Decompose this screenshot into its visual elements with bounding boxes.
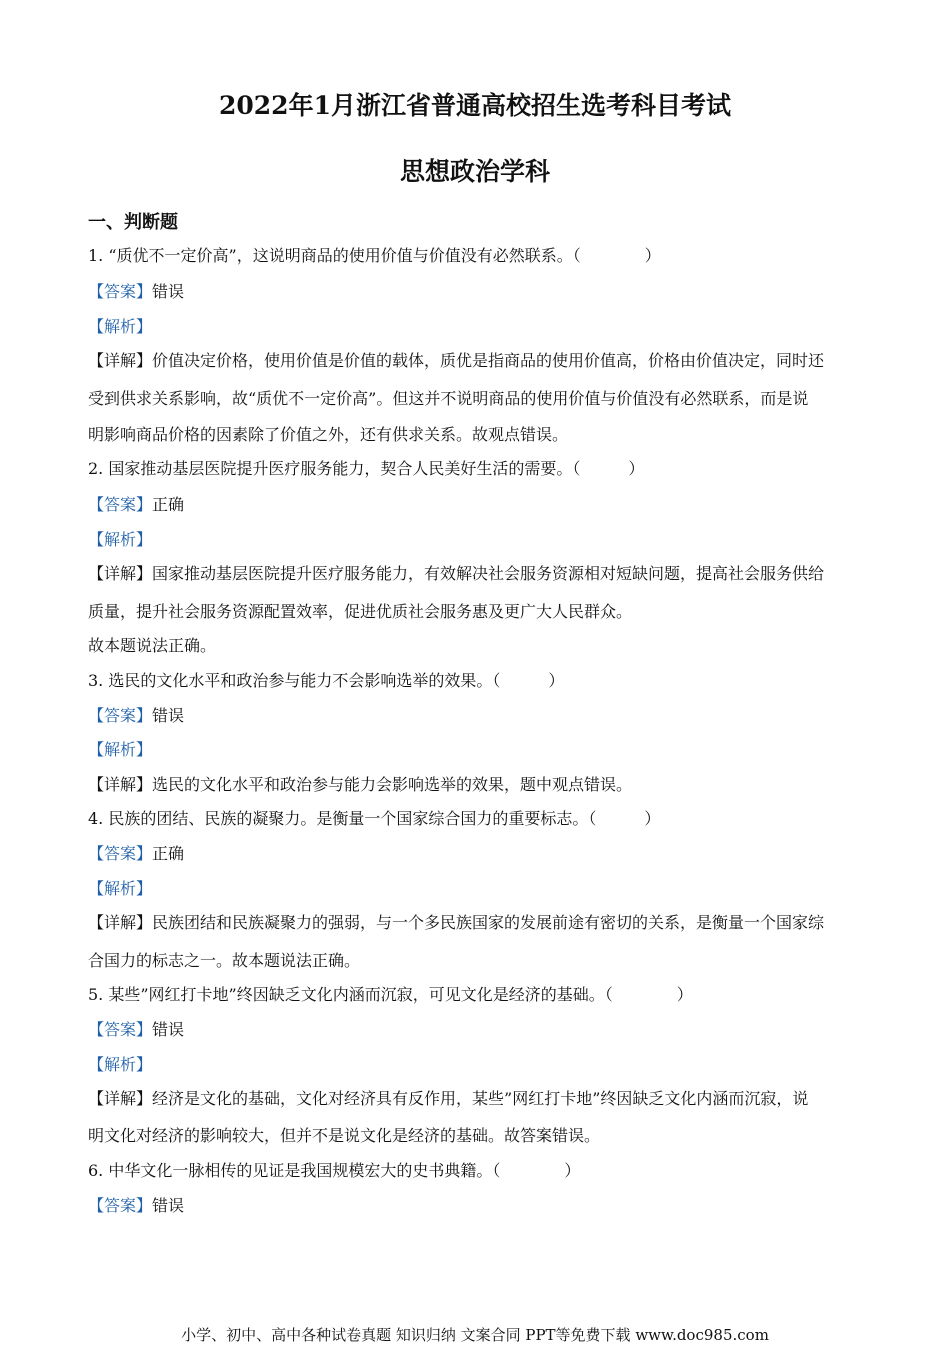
answer-label: 【答案】 (88, 495, 153, 514)
detail-1 (88, 350, 824, 372)
detail-text: 民族团结和民族凝聚力的强弱，与一个多民族国家的发展前途有密切的关系，是衡量一个国家综 (152, 913, 825, 932)
analysis-label: 【解析】 (88, 1055, 153, 1074)
answer-value: 错误 (152, 706, 185, 725)
detail-3 (88, 774, 632, 796)
detail-label: 【详解】 (88, 775, 153, 794)
answer-value: 错误 (152, 1020, 185, 1039)
analysis-1 (88, 316, 152, 338)
answer-2 (88, 494, 184, 516)
detail-text: 受到供求关系影响，故“质优不一定价高”。但这并不说明商品的使用价值与价值没有必然联系，而是说 (88, 389, 809, 408)
subject-title: 思想政治学科 (399, 157, 550, 186)
answer-label: 【答案】 (88, 282, 153, 301)
detail-text: 经济是文化的基础，文化对经济具有反作用，某些”网红打卡地”终因缺乏文化内涵而沉寂，说 (152, 1089, 809, 1108)
analysis-label: 【解析】 (88, 530, 153, 549)
question-3: 3. 选民的文化水平和政治参与能力不会影响选举的效果。（ ） (88, 671, 565, 690)
analysis-label: 【解析】 (88, 879, 153, 898)
question-4: 4. 民族的团结、民族的凝聚力。是衡量一个国家综合国力的重要标志。（ ） (88, 809, 661, 828)
analysis-4 (88, 878, 152, 900)
question-2: 2. 国家推动基层医院提升医疗服务能力，契合人民美好生活的需要。（ ） (88, 459, 645, 478)
analysis-3 (88, 739, 152, 761)
answer-label: 【答案】 (88, 1020, 153, 1039)
section-heading: 一、判断题 (88, 212, 178, 233)
exam-title: 2022年1月浙江省普通高校招生选考科目考试 (219, 91, 731, 120)
detail-5 (88, 1088, 808, 1110)
detail-text: 选民的文化水平和政治参与能力会影响选举的效果，题中观点错误。 (152, 775, 633, 794)
detail-text: 明影响商品价格的因素除了价值之外，还有供求关系。故观点错误。 (88, 425, 569, 444)
answer-value: 错误 (152, 282, 185, 301)
answer-3 (88, 705, 184, 727)
analysis-2 (88, 529, 152, 551)
detail-text: 价值决定价格，使用价值是价值的载体，质优是指商品的使用价值高，价格由价值决定，同时还 (152, 351, 825, 370)
analysis-label: 【解析】 (88, 740, 153, 759)
answer-value: 正确 (152, 844, 185, 863)
question-6: 6. 中华文化一脉相传的见证是我国规模宏大的史书典籍。（ ） (88, 1161, 581, 1180)
detail-4 (88, 912, 824, 934)
answer-label: 【答案】 (88, 1196, 153, 1215)
detail-label: 【详解】 (88, 1089, 153, 1108)
answer-4 (88, 843, 184, 865)
detail-text: 质量，提升社会服务资源配置效率，促进优质社会服务惠及更广大人民群众。 (88, 602, 633, 621)
detail-text: 故本题说法正确。 (88, 636, 217, 655)
detail-text: 国家推动基层医院提升医疗服务能力，有效解决社会服务资源相对短缺问题，提高社会服务供给 (152, 564, 825, 583)
answer-6 (88, 1195, 184, 1217)
detail-text: 明文化对经济的影响较大，但并不是说文化是经济的基础。故答案错误。 (88, 1126, 601, 1145)
answer-5 (88, 1019, 184, 1041)
analysis-label: 【解析】 (88, 317, 153, 336)
answer-label: 【答案】 (88, 706, 153, 725)
answer-value: 错误 (152, 1196, 185, 1215)
detail-text: 合国力的标志之一。故本题说法正确。 (88, 951, 361, 970)
question-1: 1. “质优不一定价高”，这说明商品的使用价值与价值没有必然联系。（ ） (88, 246, 661, 265)
answer-value: 正确 (152, 495, 185, 514)
detail-label: 【详解】 (88, 564, 153, 583)
detail-2 (88, 563, 824, 585)
footer-link[interactable]: 小学、初中、高中各种试卷真题 知识归纳 文案合同 PPT等免费下载 www.doc985.com (181, 1326, 769, 1344)
answer-1 (88, 281, 184, 303)
detail-label: 【详解】 (88, 351, 153, 370)
question-5: 5. 某些”网红打卡地”终因缺乏文化内涵而沉寂，可见文化是经济的基础。（ ） (88, 985, 693, 1004)
answer-label: 【答案】 (88, 844, 153, 863)
analysis-5 (88, 1054, 152, 1076)
detail-label: 【详解】 (88, 913, 153, 932)
